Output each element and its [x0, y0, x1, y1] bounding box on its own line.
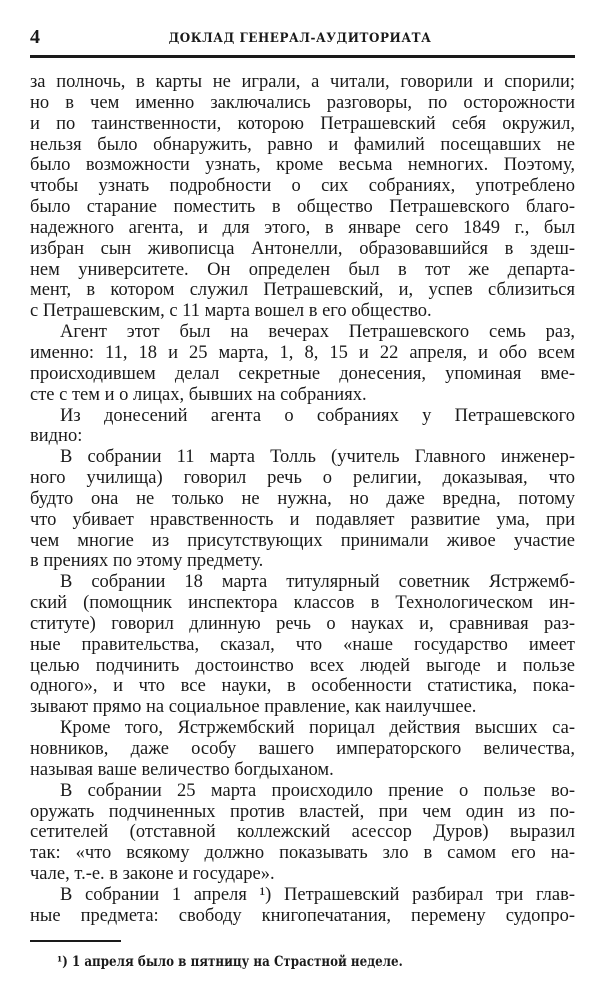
text-line: чтобы узнать подробности о сих собраниях, употреблено [30, 176, 575, 197]
text-line: ные предмета: свободу книгопечатания, перемену судопро- [30, 905, 575, 926]
text-line: так: «что всякому должно показывать зло в самом его на- [30, 843, 575, 864]
text-line: ные правительства, сказал, что «наше государство имеет [30, 634, 575, 655]
text-line: сте с тем и о лицах, бывших на собраниях. [30, 384, 367, 405]
text-line: зывают прямо на социальное правление, как наилучшее. [30, 697, 477, 718]
text-line: нельзя было обнаружить, равно и фамилий посещавших не [30, 134, 575, 155]
text-line: чем многие из присутствующих принимали живое участие [30, 530, 575, 551]
text-line: что убивает нравственность и подавляет развитие ума, при [30, 509, 575, 530]
text-line: за полночь, в карты не играли, а читали, говорили и спорили; [30, 72, 575, 92]
text-line: одного», и что все науки, в особенности статистика, пока- [30, 676, 575, 697]
text-line: было старание поместить в общество Петрашевского благо- [30, 197, 575, 218]
footnote-rule [30, 940, 121, 942]
text-line: В собрании 18 марта титулярный советник Ястржемб- [60, 572, 575, 593]
text-line: оружать подчиненных против властей, при чем один из по- [30, 801, 575, 822]
text-line: В собрании 11 марта Толль (учитель Главного инженер- [60, 447, 575, 468]
text-line: именно: 11, 18 и 25 марта, 1, 8, 15 и 22 апреля, и обо всем [30, 342, 575, 363]
text-line: с Петрашевским, с 11 марта вошел в его общество. [30, 301, 432, 322]
text-line: будто она не только не нужна, но даже вредна, потому [30, 488, 575, 509]
text-line: ного училища) говорил речь о религии, доказывая, что [30, 468, 575, 489]
text-line: происходившем делал секретные донесения, упоминая вме- [30, 363, 575, 384]
page-number: 4 [30, 26, 40, 48]
text-line: называя ваше величество богдыханом. [30, 759, 334, 780]
text-line: избран сын живописца Антонелли, образовавшийся в здеш- [30, 238, 575, 259]
text-line: нем университете. Он определен был в тот же департа- [30, 259, 575, 280]
text-line: Из донесений агента о собраниях у Петрашевского [60, 405, 575, 426]
text-line: было возможности узнать, кроме весьма немногих. Поэтому, [30, 155, 575, 176]
text-line: надежного агента, и для этого, в январе сего 1849 г., был [30, 217, 575, 238]
text-line: в прениях по этому предмету. [30, 551, 264, 572]
text-line: В собрании 1 апреля ¹) Петрашевский разбирал три глав- [60, 884, 575, 905]
text-line: мент, в котором служил Петрашевский, и, успев сблизиться [30, 280, 575, 301]
body-text [30, 72, 575, 927]
text-line: Кроме того, Ястржембский порицал действия высших са- [60, 718, 575, 739]
text-line: видно: [30, 426, 83, 447]
text-line: чале, т.-е. в законе и государе». [30, 864, 275, 885]
text-line: сетителей (отставной коллежский асессор Дуров) выразил [30, 822, 575, 843]
footnote: ¹) 1 апреля было в пятницу на Страстной неделе. [57, 954, 403, 970]
text-line: но в чем именно заключались разговоры, по осторожности [30, 92, 575, 113]
header-rule [30, 55, 575, 58]
text-line: Агент этот был на вечерах Петрашевского семь раз, [60, 322, 575, 343]
text-line: ституте) говорил длинную речь о науках и, сравнивая раз- [30, 613, 575, 634]
text-line: новников, даже особу вашего императорского величества, [30, 739, 575, 759]
text-line: ский (помощник инспектора классов в Технологическом ин- [30, 593, 575, 614]
text-line: и по таинственности, которою Петрашевский себя окружил, [30, 113, 575, 134]
text-line: В собрании 25 марта происходило прение о пользе во- [60, 780, 575, 801]
text-line: целью подчинить достоинство всех людей выгоде и пользе [30, 655, 575, 676]
running-title: ДОКЛАД ГЕНЕРАЛ-АУДИТОРИАТА [168, 31, 432, 46]
